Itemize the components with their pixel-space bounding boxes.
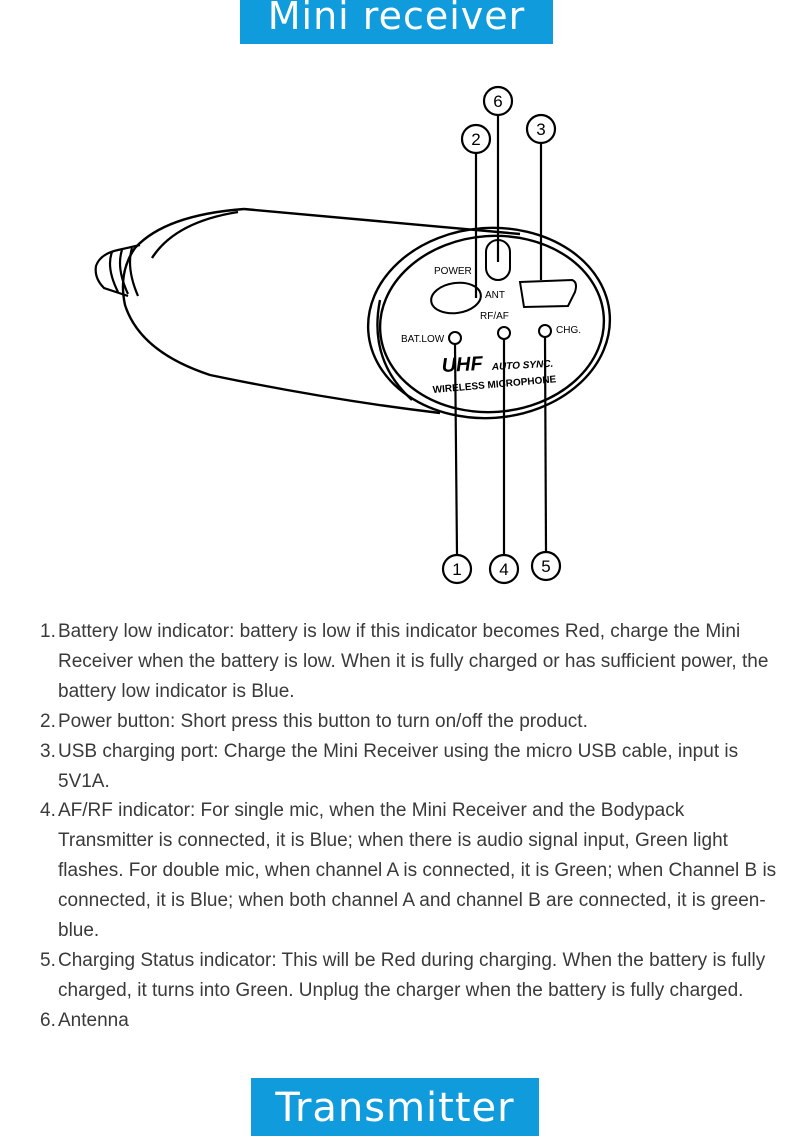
label-ant: ANT [485, 290, 505, 301]
callout-number-3: 3 [536, 120, 546, 139]
chg-led [539, 325, 551, 337]
label-rf-af: RF/AF [480, 311, 509, 322]
item-number: 6. [40, 1009, 56, 1031]
callout-number-5: 5 [541, 557, 551, 576]
callout-lines [455, 115, 546, 555]
item-number: 3. [40, 740, 56, 762]
mini-receiver-diagram [0, 60, 790, 600]
item-number: 4. [40, 800, 56, 822]
item-number: 1. [40, 621, 56, 642]
section-title-transmitter: Transmitter [251, 1078, 539, 1136]
list-item [40, 617, 780, 707]
bat-low-led [449, 332, 461, 344]
item-text: Antenna [58, 1009, 129, 1031]
callout-number-1: 1 [452, 560, 462, 579]
list-item [40, 946, 780, 1006]
label-brand: UHF [441, 352, 484, 377]
item-text: Charging Status indicator: This will be Red during charging. When the battery is fully charged, it turns into Green. Unplug the charger when the battery is fully charged. [58, 949, 766, 1001]
item-number: 2. [40, 710, 56, 732]
rf-af-led [498, 327, 510, 339]
item-text: AF/RF indicator: For single mic, when the Mini Receiver and the Bodypack Transmitter is connected, it is Blue; when there is audio signal input, Green light flashes. For double mic, when channel A is connected, it is Green; when Channel B is connected, it is Blue; when both channel A and channel B are connected, it is green-blue. [58, 800, 777, 942]
receiver-body [123, 209, 616, 426]
label-bat-low: BAT.LOW [401, 334, 445, 345]
list-item [40, 737, 780, 797]
list-item [40, 707, 780, 737]
label-wireless: WIRELESS MICROPHONE [432, 374, 557, 396]
item-text: USB charging port: Charge the Mini Receiver using the micro USB cable, input is 5V1A. [58, 740, 739, 792]
usb-port [520, 280, 576, 307]
label-auto-sync: AUTO SYNC. [491, 358, 554, 373]
label-chg: CHG. [556, 325, 581, 336]
list-item [40, 1006, 780, 1036]
callout-number-2: 2 [471, 130, 481, 149]
item-text: Battery low indicator: battery is low if this indicator becomes Red, charge the Mini Receiver when the battery is low. When it is fully charged or has sufficient power, the battery low indicator is Blue. [58, 621, 769, 702]
callout-number-4: 4 [499, 560, 509, 579]
callout-number-6: 6 [493, 92, 503, 111]
section-title-mini-receiver: Mini receiver [240, 0, 553, 44]
label-power: POWER [434, 266, 472, 277]
item-text: Power button: Short press this button to turn on/off the product. [58, 710, 588, 732]
power-button [429, 280, 483, 317]
list-item [40, 796, 780, 946]
item-number: 5. [40, 949, 56, 971]
instruction-list [40, 617, 780, 1036]
